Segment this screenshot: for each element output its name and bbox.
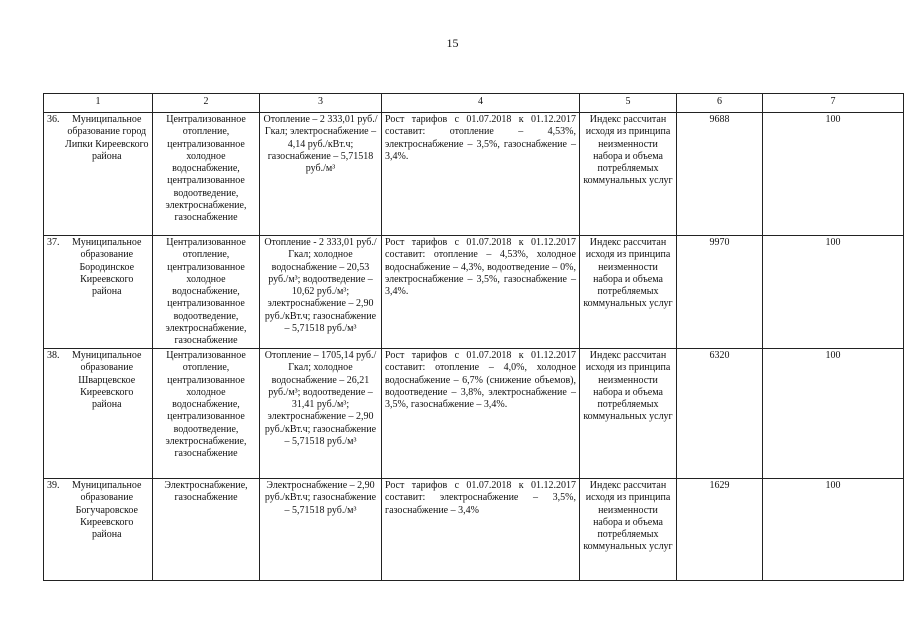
row-number: 39. xyxy=(47,480,60,491)
population-cell: 9688 xyxy=(677,113,763,236)
municipality-name: Муниципальное образование Богучаровское Киреевского района xyxy=(72,480,142,541)
growth-cell: Рост тарифов с 01.07.2018 к 01.12.2017 составит: отопление – 4,53%, холодное водоснабжение – 4,3%, водоотведение – 0%, электроснабжение – 3,5%, газоснабжение – 3,4%. xyxy=(382,236,580,349)
population-cell: 6320 xyxy=(677,349,763,479)
population-cell: 1629 xyxy=(677,479,763,581)
tariffs-cell: Отопление – 1705,14 руб./Гкал; холодное водоснабжение – 26,21 руб./м³; водоотведение – 31,41 руб./м³; электроснабжение – 2,90 руб./кВт.ч; газоснабжение – 5,71518 руб./м³ xyxy=(260,349,382,479)
header-cell-3: 3 xyxy=(260,94,382,113)
services-cell: Электроснабжение, газоснабжение xyxy=(153,479,260,581)
municipality-cell xyxy=(44,479,153,581)
services-cell: Централизованное отопление, централизованное холодное водоснабжение, централизованное водоотведение, электроснабжение, газоснабжение xyxy=(153,349,260,479)
percent-cell: 100 xyxy=(763,479,904,581)
growth-cell: Рост тарифов с 01.07.2018 к 01.12.2017 составит: электроснабжение – 3,5%, газоснабжение – 3,4% xyxy=(382,479,580,581)
growth-cell: Рост тарифов с 01.07.2018 к 01.12.2017 составит: отопление – 4,0%, холодное водоснабжение – 6,7% (снижение объемов), водоотведение – 3,8%, электроснабжение – 3,5%, газоснабжение – 3,4%. xyxy=(382,349,580,479)
municipality-cell xyxy=(44,113,153,236)
row-number: 38. xyxy=(47,350,60,361)
method-cell: Индекс рассчитан исходя из принципа неизменности набора и объема потребляемых коммунальных услуг xyxy=(580,479,677,581)
header-cell-5: 5 xyxy=(580,94,677,113)
header-cell-7: 7 xyxy=(763,94,904,113)
row-number: 36. xyxy=(47,114,60,125)
growth-cell: Рост тарифов с 01.07.2018 к 01.12.2017 составит: отопление – 4,53%, электроснабжение – 3,5%, газоснабжение – 3,4%. xyxy=(382,113,580,236)
percent-cell: 100 xyxy=(763,113,904,236)
tariffs-cell: Отопление – 2 333,01 руб./Гкал; электроснабжение – 4,14 руб./кВт.ч; газоснабжение – 5,71518 руб./м³ xyxy=(260,113,382,236)
header-cell-2: 2 xyxy=(153,94,260,113)
header-cell-1: 1 xyxy=(44,94,153,113)
header-cell-6: 6 xyxy=(677,94,763,113)
table-row xyxy=(44,113,904,236)
municipality-cell xyxy=(44,349,153,479)
population-cell: 9970 xyxy=(677,236,763,349)
tariffs-cell: Отопление - 2 333,01 руб./Гкал; холодное водоснабжение – 20,53 руб./м³; водоотведение – 10,62 руб./м³; электроснабжение – 2,90 руб./кВт.ч; газоснабжение – 5,71518 руб./м³ xyxy=(260,236,382,349)
tariffs-cell: Электроснабжение – 2,90 руб./кВт.ч; газоснабжение – 5,71518 руб./м³ xyxy=(260,479,382,581)
method-cell: Индекс рассчитан исходя из принципа неизменности набора и объема потребляемых коммунальных услуг xyxy=(580,349,677,479)
method-cell: Индекс рассчитан исходя из принципа неизменности набора и объема потребляемых коммунальных услуг xyxy=(580,236,677,349)
municipality-name: Муниципальное образование Бородинское Киреевского района xyxy=(72,237,142,298)
header-row xyxy=(44,94,904,113)
row-number: 37. xyxy=(47,237,60,248)
percent-cell: 100 xyxy=(763,236,904,349)
method-cell: Индекс рассчитан исходя из принципа неизменности набора и объема потребляемых коммунальных услуг xyxy=(580,113,677,236)
tariff-table xyxy=(43,93,904,581)
table-row xyxy=(44,349,904,479)
table-row xyxy=(44,479,904,581)
municipality-name: Муниципальное образование Шварцевское Киреевского района xyxy=(72,350,142,411)
municipality-name: Муниципальное образование город Липки Киреевского района xyxy=(65,114,149,162)
services-cell: Централизованное отопление, централизованное холодное водоснабжение, централизованное водоотведение, электроснабжение, газоснабжение xyxy=(153,236,260,349)
header-cell-4: 4 xyxy=(382,94,580,113)
page-number: 15 xyxy=(446,36,459,50)
percent-cell: 100 xyxy=(763,349,904,479)
municipality-cell xyxy=(44,236,153,349)
table-row xyxy=(44,236,904,349)
services-cell: Централизованное отопление, централизованное холодное водоснабжение, централизованное водоотведение, электроснабжение, газоснабжение xyxy=(153,113,260,236)
